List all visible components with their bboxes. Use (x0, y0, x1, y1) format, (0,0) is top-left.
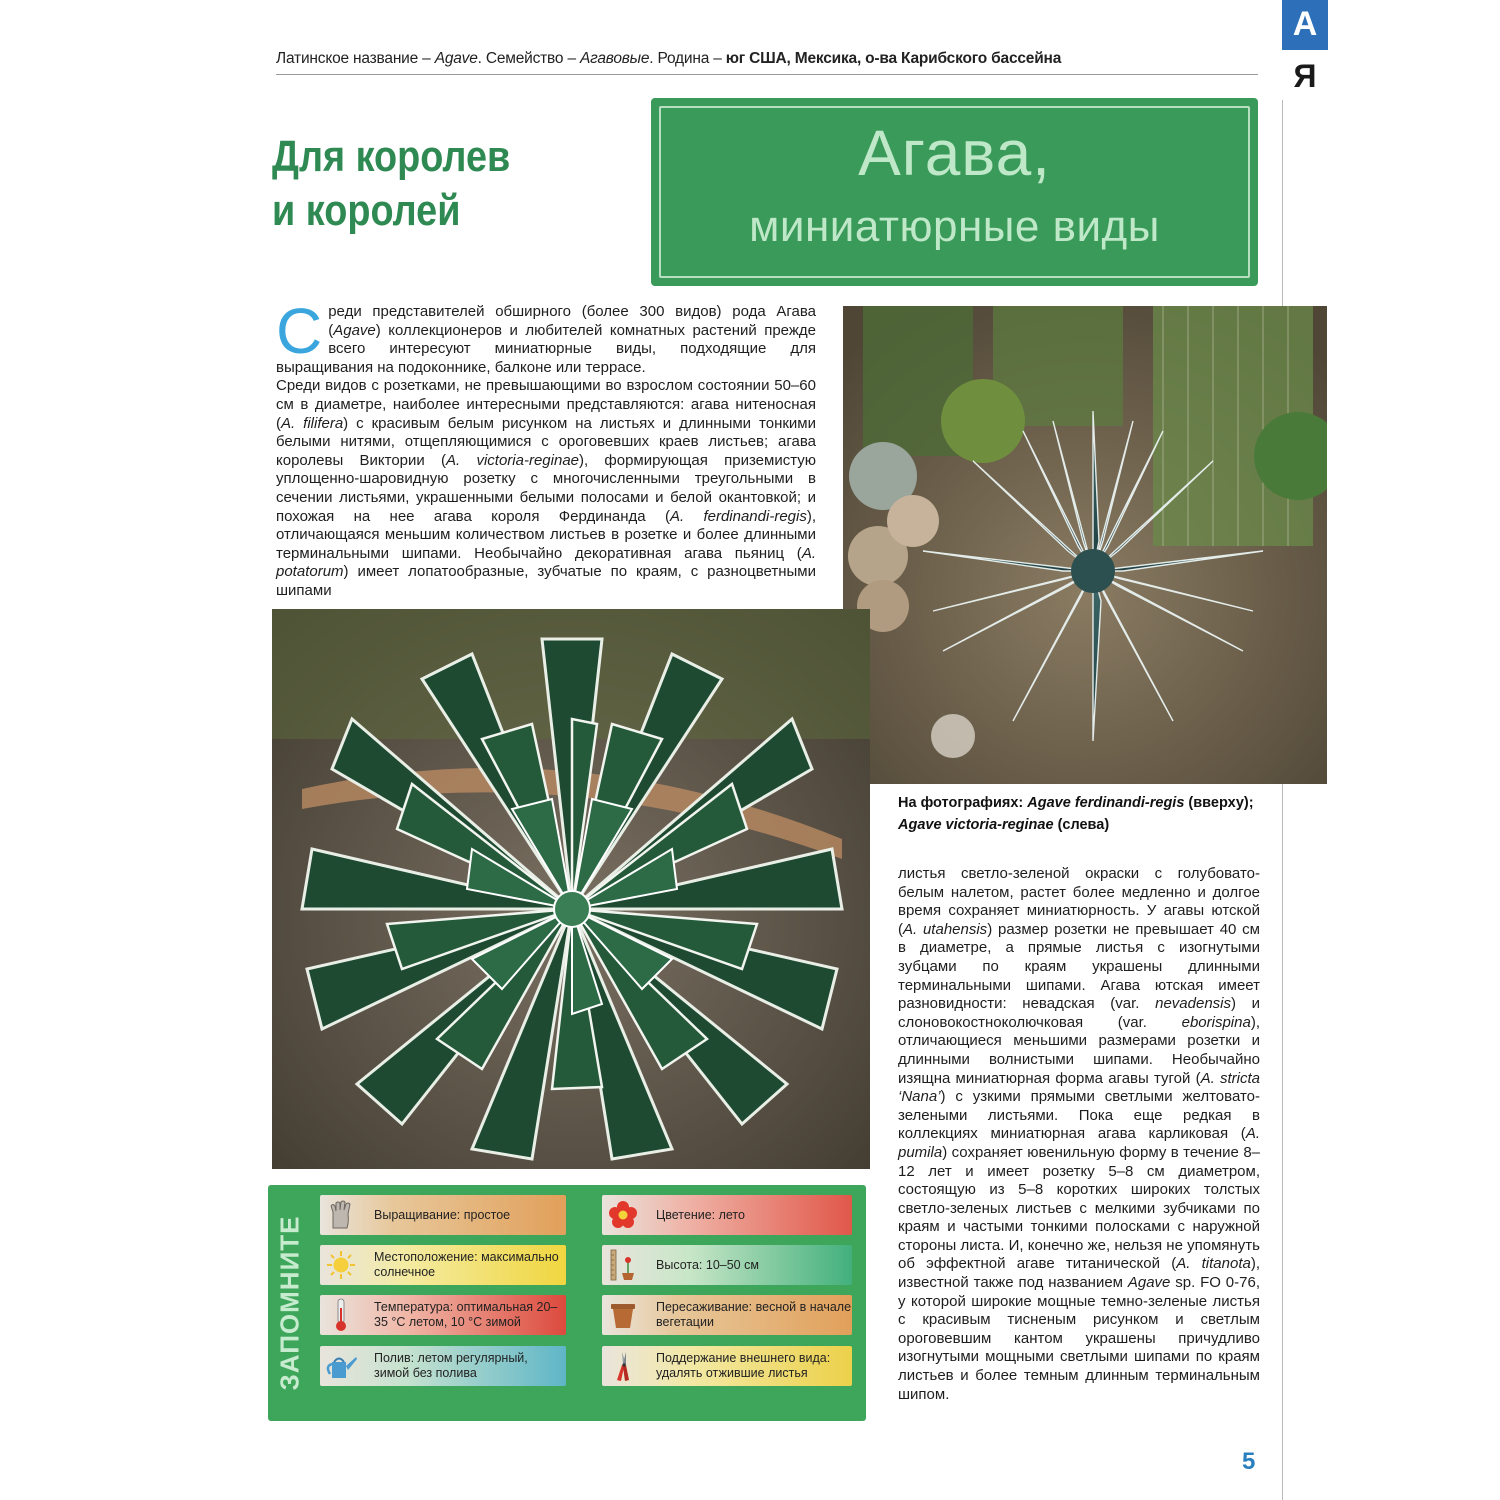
family-label: . Семейство – (477, 50, 580, 67)
remember-label (270, 1195, 310, 1411)
caption-position-2: (слева) (1053, 817, 1110, 833)
caption-prefix: На фотографиях: (898, 795, 1028, 811)
article-subtitle: миниатюрные виды (749, 202, 1160, 251)
tip-text: Местоположение: максимально солнечное (374, 1250, 559, 1279)
tip-text: Цветение: лето (656, 1207, 745, 1222)
sun-icon (320, 1245, 362, 1285)
paragraph-intro: реди представителей обширного (более 300 видов) рода Агава (Agave) коллекционеров и любителей комнатных растений прежде всего интересуют миниатюрные виды, подходящие для выращивания на подоконнике, балконе или террасе. (276, 303, 816, 376)
origin-value: юг США, Мексика, о-ва Карибского бассейна (725, 50, 1062, 67)
page-number: 5 (1242, 1448, 1256, 1475)
caption-species-1: Agave ferdinandi-regis (1027, 795, 1185, 811)
tip-flowering (602, 1195, 852, 1235)
drop-cap: С (276, 295, 323, 367)
photo-agave-ferdinandi-regis (843, 306, 1327, 784)
watering-can-icon (320, 1346, 362, 1386)
tip-text: Выращивание: простое (374, 1207, 511, 1222)
tip-location (320, 1245, 566, 1285)
tip-maintenance (602, 1346, 852, 1386)
remember-label-text: ЗАПОМНИТЕ (274, 1215, 305, 1391)
caption-species-2: Agave victoria-reginae (898, 817, 1054, 833)
tip-temperature (320, 1295, 566, 1335)
kicker-line-1: Для королев (272, 132, 511, 181)
photo-agave-victoria-reginae (272, 609, 870, 1169)
photo-caption (898, 792, 1278, 836)
tip-watering (320, 1346, 566, 1386)
paragraph-continuation: листья светло-зеленой окраски с голубовато-белым налетом, растет более медленно и долгое время сохраняет миниатюрность. У агавы ютской (A. utahensis) размер розетки не превышает 40 см в диаметре, а прямые листья с изогнутыми зубцами по краям украшены длинными терминальными шипами. Агава ютская имеет разновидности: невадская (var. nevadensis) и слоновокостноколючковая (var. eborispina), отличающиеся меньшими размерами розетки и длинными волнистыми шипами. Необычайно изящна миниатюрная форма агавы тугой (A. stricta ‘Nana’) с узкими прямыми светлыми желтовато-зелеными листьями. Пока еще редкая в коллекциях миниатюрная агава карликовая (A. pumila) сохраняет ювенильную форму в течение 8–12 лет и имеет розетку 5–8 см диаметром, состоящую из 5–8 коротких широких толстых светло-зеленых листьев с мелкими зубчиками по краям и частыми тонкими полосками с наружной стороны листа. И, конечно же, нельзя не упомянуть об эффектной агаве титанической (A. titanota), известной также под названием Agave sp. FO 0-76, у которой широкие мощные темно-зеленые листья с красивым тисненым рисунком и светлым ороговевшим кантом украшены причудливо изогнутыми мощными светлыми шипами по краям листьев и более темным длинным терминальным шипом. (898, 865, 1261, 1403)
article-column-1 (276, 295, 817, 601)
latin-name-label: Латинское название – (276, 50, 435, 67)
article-title: Агава, (858, 117, 1051, 189)
alphabet-tab-letter-bottom: Я (1293, 58, 1317, 94)
agave-ferdinandi-regis-image (843, 306, 1327, 784)
glove-icon (320, 1195, 362, 1235)
tip-text: Полив: летом регулярный, зимой без полива (374, 1351, 528, 1380)
thermometer-icon (320, 1295, 362, 1335)
height-ruler-icon (602, 1245, 644, 1285)
tip-text: Высота: 10–50 см (656, 1257, 759, 1272)
flower-icon (602, 1195, 644, 1235)
family-value: Агавовые (579, 50, 650, 67)
pruning-shears-icon (602, 1346, 644, 1386)
article-column-2 (898, 865, 1260, 1404)
alphabet-tab[interactable] (1282, 0, 1328, 100)
alphabet-tab-letter-top: А (1282, 0, 1328, 50)
remember-box (268, 1185, 866, 1421)
tip-repotting (602, 1295, 852, 1335)
tip-text: Пересаживание: весной в начале вегетации (656, 1300, 852, 1329)
origin-label: . Родина – (649, 50, 726, 67)
article-kicker-title (272, 130, 556, 238)
tip-text: Температура: оптимальная 20–35 °С летом, 10 °С зимой (374, 1300, 558, 1329)
tip-cultivation (320, 1195, 566, 1235)
flowerpot-icon (602, 1295, 644, 1335)
caption-position-1: (вверху); (1184, 795, 1254, 811)
header-meta-line (276, 50, 1256, 68)
latin-name-value: Agave (434, 50, 478, 67)
tip-height (602, 1245, 852, 1285)
paragraph-species: Среди видов с розетками, не превышающими во взрослом состоянии 50–60 см в диаметре, наиболее интересными представляются: агава нитеносная (A. filifera) с красивым белым рисунком на листьях и длинными тонкими белыми нитями, отщепляющимися с ороговевших краев листьев; агава королевы Виктории (A. victoria-reginae), формирующая приземистую уплощенно-шаровидную розетку с многочисленными треугольными в сечении листьями, украшенными белыми полосами и белой окантовкой; и похожая на нее агава короля Фердинанда (A. ferdinandi-regis), отличающаяся меньшим количеством листьев в розетке и более длинными терминальными шипами. Необычайно декоративная агава пьяниц (A. potatorum) имеет лопатообразные, зубчатые по краям, с разноцветными шипами (276, 377, 817, 599)
article-title-box (651, 98, 1258, 286)
kicker-line-2: и королей (272, 186, 461, 235)
header-divider (276, 74, 1258, 75)
tip-text: Поддержание внешнего вида: удалять отжившие листья (656, 1351, 831, 1380)
agave-victoria-reginae-image (272, 609, 870, 1169)
